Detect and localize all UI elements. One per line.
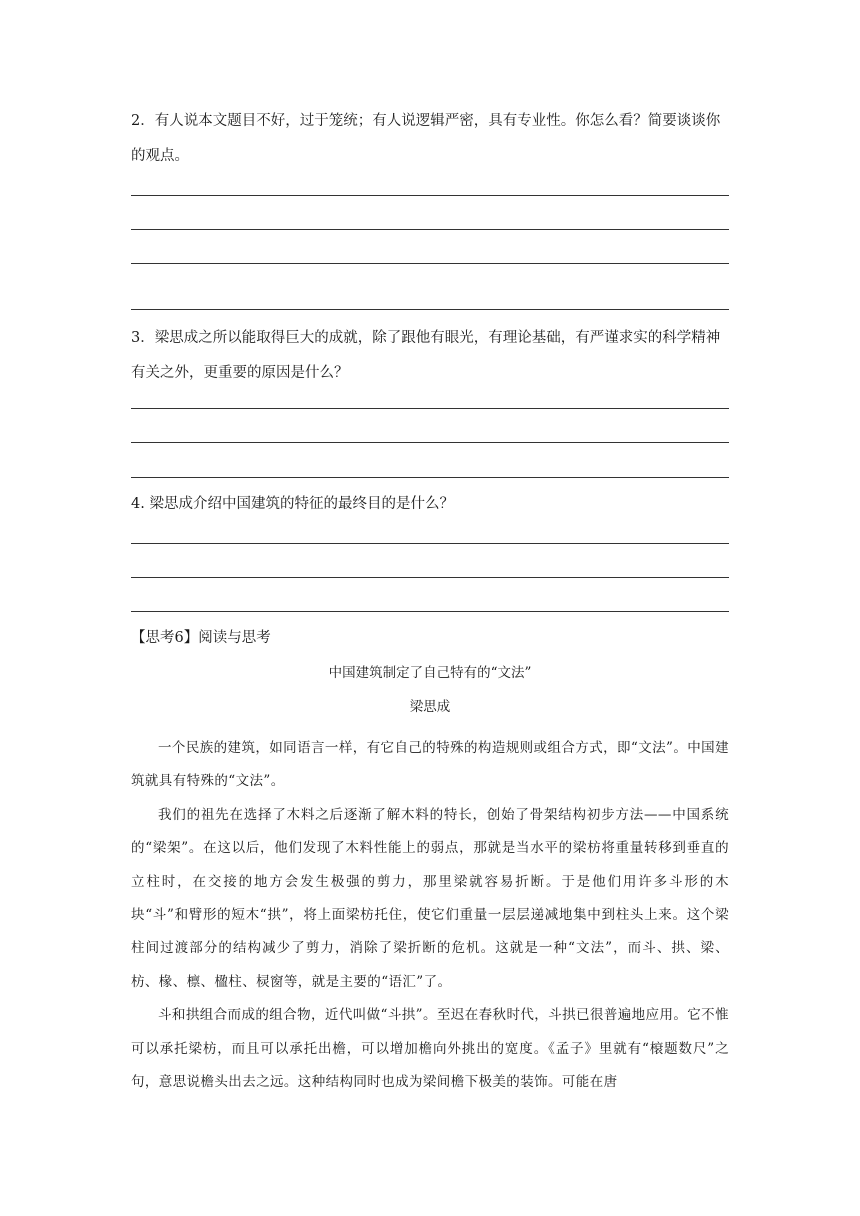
paragraph: 一个民族的建筑，如同语言一样，有它自己的特殊的构造规则或组合方式，即“文法”。中国建筑就具有特殊的“文法”。 bbox=[131, 740, 729, 790]
section-label: 【思考6】阅读与思考 bbox=[131, 630, 271, 646]
answer-line bbox=[131, 611, 729, 612]
answer-line bbox=[131, 309, 729, 310]
article-body bbox=[131, 732, 729, 1099]
answer-line bbox=[131, 442, 729, 443]
answer-line bbox=[131, 263, 729, 264]
paragraph: 斗和拱组合而成的组合物，近代叫做“斗拱”。至迟在春秋时代，斗拱已很普遍地应用。它不惟可以承托梁枋，而且可以承托出檐，可以增加檐向外挑出的宽度。《孟子》里就有“榱题数尺”之句，意思说檐头出去之远。这种结构同时也成为梁间檐下极美的装饰。可能在唐 bbox=[131, 1007, 729, 1091]
answer-line bbox=[131, 408, 729, 409]
article-title: 中国建筑制定了自己特有的“文法” bbox=[328, 665, 532, 681]
answer-line bbox=[131, 229, 729, 230]
question-3: 3．梁思成之所以能取得巨大的成就，除了跟他有眼光，有理论基础，有严谨求实的科学精神有关之外，更重要的原因是什么？ bbox=[131, 330, 721, 381]
answer-line bbox=[131, 577, 729, 578]
answer-line bbox=[131, 543, 729, 544]
question-4: 4. 梁思成介绍中国建筑的特征的最终目的是什么？ bbox=[131, 496, 454, 512]
answer-line bbox=[131, 195, 729, 196]
question-2: 2．有人说本文题目不好，过于笼统；有人说逻辑严密，具有专业性。你怎么看？简要谈谈你的观点。 bbox=[131, 113, 721, 164]
answer-line bbox=[131, 477, 729, 478]
paragraph: 我们的祖先在选择了木料之后逐渐了解木料的特长，创始了骨架结构初步方法——中国系统的“梁架”。在这以后，他们发现了木料性能上的弱点，那就是当水平的梁枋将重量转移到垂直的立柱时，在交接的地方会发生极强的剪力，那里梁就容易折断。于是他们用许多斗形的木块“斗”和臂形的短木“拱”，将上面梁枋托住，使它们重量一层层递减地集中到柱头上来。这个梁柱间过渡部分的结构减少了剪力，消除了梁折断的危机。这就是一种“文法”，而斗、拱、梁、枋、椽、檩、楹柱、棂窗等，就是主要的“语汇”了。 bbox=[131, 806, 729, 990]
article-author: 梁思成 bbox=[409, 699, 451, 715]
